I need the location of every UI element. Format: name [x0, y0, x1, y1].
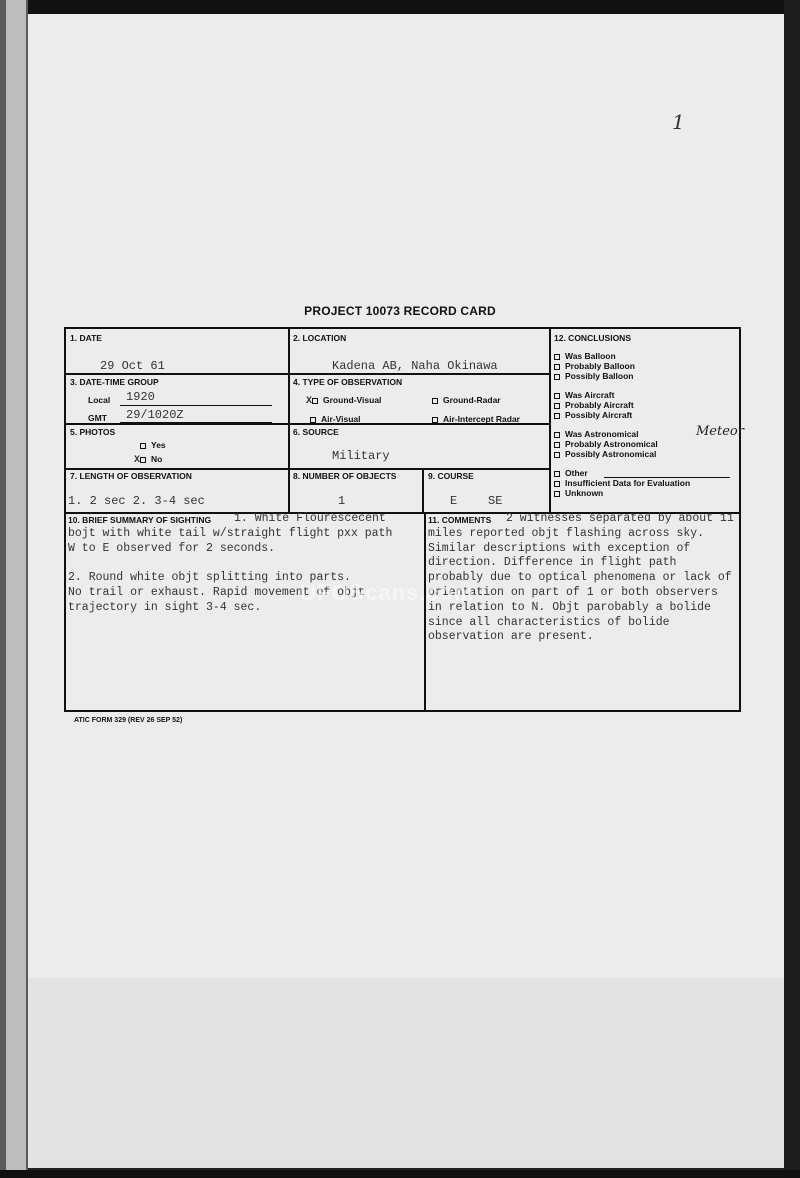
concl-item-10	[554, 478, 690, 488]
course-label: 9. COURSE	[428, 471, 474, 481]
concl-item-text: Was Astronomical	[565, 429, 639, 439]
photos-no	[134, 454, 162, 466]
record-card	[64, 327, 741, 712]
divider-summary-comments	[424, 512, 426, 712]
concl-item-3	[554, 390, 614, 400]
checkbox-icon	[432, 417, 438, 423]
concl-item-text: Insufficient Data for Evaluation	[565, 478, 691, 488]
divider-col-course	[422, 468, 424, 512]
concl-item-4	[554, 400, 634, 410]
photos-label: 5. PHOTOS	[70, 427, 116, 437]
course-value-1: E	[450, 494, 458, 508]
scan-bottom-border	[0, 1170, 800, 1178]
dtg-gmt-value: 29/1020Z	[126, 408, 184, 422]
corner-page-mark: 1	[672, 110, 685, 134]
checkbox-icon	[140, 443, 146, 449]
divider-col1	[288, 329, 290, 512]
dtg-label: 3. DATE-TIME GROUP	[70, 377, 159, 387]
location-value: Kadena AB, Naha Okinawa	[332, 359, 498, 373]
concl-item-0	[554, 351, 616, 361]
concl-item-8	[554, 449, 656, 459]
concl-item-1	[554, 361, 635, 371]
checkbox-icon	[554, 413, 560, 419]
concl-item-text: Probably Balloon	[565, 361, 635, 371]
concl-item-text: Was Balloon	[565, 351, 616, 361]
checkbox-icon	[140, 457, 146, 463]
checkbox-icon	[310, 417, 316, 423]
comments-label: 11. COMMENTS	[428, 515, 492, 525]
photos-no-mark: X	[134, 455, 141, 466]
obs-ground-visual-text: Ground-Visual	[323, 395, 382, 405]
length-label: 7. LENGTH OF OBSERVATION	[70, 471, 192, 481]
dtg-gmt-underline	[120, 422, 272, 423]
concl-item-5	[554, 410, 632, 420]
checkbox-icon	[554, 374, 560, 380]
summary-label: 10. BRIEF SUMMARY OF SIGHTING	[68, 515, 212, 525]
obs-ground-visual	[306, 395, 381, 407]
checkbox-icon	[554, 471, 560, 477]
concl-item-text: Possibly Aircraft	[565, 410, 633, 420]
photos-yes-text: Yes	[151, 440, 166, 450]
checkbox-icon	[554, 393, 560, 399]
date-label: 1. DATE	[70, 333, 102, 343]
checkbox-icon	[554, 403, 560, 409]
divider-row1	[66, 373, 549, 375]
concl-item-text: Unknown	[565, 488, 604, 498]
form-title: PROJECT 10073 RECORD CARD	[304, 304, 496, 318]
dtg-local-value: 1920	[126, 390, 155, 404]
concl-item-text: Possibly Astronomical	[565, 449, 657, 459]
divider-row3	[66, 468, 549, 470]
concl-item-9	[554, 468, 588, 478]
photos-yes	[140, 440, 166, 450]
checkbox-icon	[312, 398, 318, 404]
obs-air-visual	[310, 414, 361, 424]
checkbox-icon	[432, 398, 438, 404]
concl-item-text: Possibly Balloon	[565, 371, 634, 381]
checkbox-icon	[554, 354, 560, 360]
scan-right-border	[784, 0, 800, 1178]
location-label: 2. LOCATION	[293, 333, 347, 343]
checkbox-icon	[554, 491, 560, 497]
obs-air-intercept	[432, 414, 520, 424]
summary-text: 1. White Flourescecent bojt with white tail w/straight flight pxx path W to E observed for 2 seconds. 2. Round white objt splitting into parts. No trail or exhaust. Rapid movement of objt trajectory in sight 3-4 sec.	[68, 512, 393, 614]
dtg-gmt-label: GMT	[88, 413, 107, 423]
concl-item-6	[554, 429, 639, 439]
checkbox-icon	[554, 452, 560, 458]
handwritten-note: Meteor	[696, 424, 744, 439]
course-value-2: SE	[488, 494, 503, 508]
conclusions-label: 12. CONCLUSIONS	[554, 333, 631, 343]
scan-top-border	[0, 0, 800, 14]
date-value: 29 Oct 61	[100, 359, 165, 373]
form-footer: ATIC FORM 329 (REV 26 SEP 52)	[74, 717, 183, 724]
source-value: Military	[332, 449, 390, 463]
obs-air-visual-text: Air-Visual	[321, 414, 361, 424]
concl-item-text: Was Aircraft	[565, 390, 615, 400]
checkbox-icon	[554, 442, 560, 448]
concl-item-text: Probably Astronomical	[565, 439, 658, 449]
dtg-local-label: Local	[88, 395, 111, 405]
lower-sheet	[0, 968, 800, 1168]
obs-ground-visual-mark: X	[306, 396, 313, 407]
concl-item-11	[554, 488, 603, 498]
length-value: 1. 2 sec 2. 3-4 sec	[68, 494, 205, 508]
comments-text: 2 witnesses separated by about 11 miles reported objt flashing across sky. Similar descriptions with exception of direction. Difference in flight path probably due to optical phenomena or lack of orientation on part of 1 or both observers in relation to N. Objt parobably a bolide since all characteristics of bolide observation are present.	[428, 512, 734, 644]
obs-type-label: 4. TYPE OF OBSERVATION	[293, 377, 403, 387]
obs-ground-radar	[432, 395, 501, 405]
obs-ground-radar-text: Ground-Radar	[443, 395, 501, 405]
concl-item-2	[554, 371, 634, 381]
checkbox-icon	[554, 432, 560, 438]
scan-left-strip	[6, 0, 26, 1178]
concl-item-text: Other	[565, 468, 588, 478]
concl-item-7	[554, 439, 658, 449]
dtg-local-underline	[120, 405, 272, 406]
photos-no-text: No	[151, 454, 163, 464]
checkbox-icon	[554, 364, 560, 370]
divider-conclusions	[549, 329, 551, 512]
scan-left-border	[0, 0, 28, 1178]
source-label: 6. SOURCE	[293, 427, 339, 437]
watermark: UFOScans.com	[300, 580, 475, 605]
checkbox-icon	[554, 481, 560, 487]
obs-air-intercept-text: Air-Intercept Radar	[443, 414, 520, 424]
num-objects-value: 1	[338, 494, 346, 508]
num-objects-label: 8. NUMBER OF OBJECTS	[293, 471, 397, 481]
concl-item-text: Probably Aircraft	[565, 400, 634, 410]
